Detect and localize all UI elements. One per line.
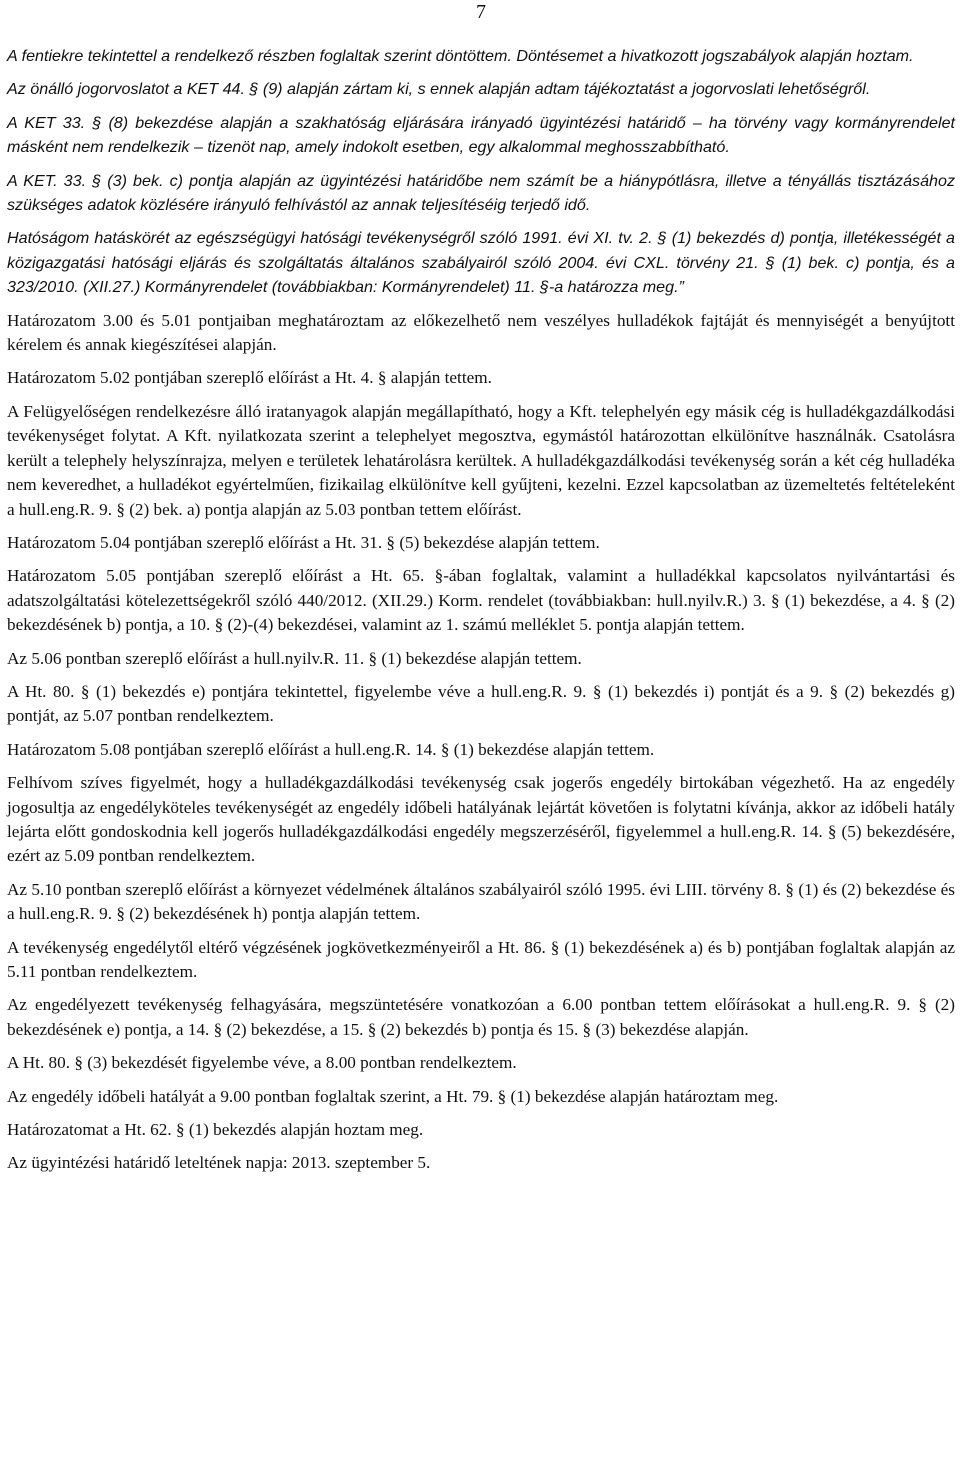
paragraph-site-sharing: A Felügyelőségen rendelkezésre álló iratanyagok alapján megállapítható, hogy a Kft. telephelyén egy másik cég is hulladékgazdálkodási tevékenységet folytat. A Kft. nyilatkozata szerint a telephelyet megosztva, egymástól határozottan elkülönítve használnák. Csatolásra került a telephely helyszínrajza, melyen e területek lehatárolásra kerültek. A hulladékgazdálkodási tevékenység során a két cég hulladéka nem keveredhet, a hulladékot egyértelműen, fizikailag elkülönítve kell gyűjteni, kezelni. Ezzel kapcsolatban az üzemeltetés feltételeként a hull.eng.R. 9. § (2) bek. a) pontja alapján az 5.03 pontban tettem előírást. (7, 401, 955, 519)
paragraph-point-6-00: Az engedélyezett tevékenység felhagyására, megszüntetésére vonatkozóan a 6.00 pontban tettem előírásokat a hull.eng.R. 9. § (2) bekezdésének e) pontja, a 14. § (2) bekezdése, a 15. § (2) bekezdés b) pontja és 15. § (3) bekezdése alapján. (7, 995, 955, 1039)
paragraph-point-8-00: A Ht. 80. § (3) bekezdését figyelembe véve, a 8.00 pontban rendelkeztem. (7, 1053, 517, 1073)
paragraph-appeal-info: Az önálló jogorvoslatot a KET 44. § (9) alapján zártam ki, s ennek alapján adtam tájékoztatást a jogorvoslati lehetőségről. (7, 80, 871, 99)
paragraph-decision-basis: A fentiekre tekintettel a rendelkező részben foglaltak szerint döntöttem. Döntésemet a hivatkozott jogszabályok alapján hoztam. (7, 47, 914, 65)
document-body (7, 44, 955, 1185)
paragraph-ht-62: Határozatomat a Ht. 62. § (1) bekezdés alapján hoztam meg. (7, 1120, 424, 1140)
paragraph-point-5-09: Felhívom szíves figyelmét, hogy a hulladékgazdálkodási tevékenység csak jogerős engedély birtokában végezhető. Ha az engedély jogosultja az engedélyköteles tevékenységét az engedély időbeli hatályának lejártát követően is folytatni kívánja, akkor az időbeli hatály lejárta előtt gondoskodnia kell jogerős hulladékgazdálkodási engedély megszerzéséről, figyelemmel a hull.eng.R. 14. § (5) bekezdésére, ezért az 5.09 pontban rendelkeztem. (7, 773, 955, 866)
paragraph-point-9-00: Az engedély időbeli hatályát a 9.00 pontban foglaltak szerint, a Ht. 79. § (1) bekezdése alapján határoztam meg. (7, 1086, 779, 1106)
paragraph-point-5-08: Határozatom 5.08 pontjában szereplő előírást a hull.eng.R. 14. § (1) bekezdése alapján tettem. (7, 739, 655, 759)
paragraph-point-5-10: Az 5.10 pontban szereplő előírást a környezet védelmének általános szabályairól szóló 1995. évi LIII. törvény 8. § (1) és (2) bekezdése és a hull.eng.R. 9. § (2) bekezdésének h) pontja alapján tettem. (7, 879, 955, 924)
paragraph-point-5-06: Az 5.06 pontban szereplő előírást a hull.nyilv.R. 11. § (1) bekezdése alapján tettem. (7, 648, 582, 668)
paragraph-point-3-5-01: Határozatom 3.00 és 5.01 pontjaiban meghatároztam az előkezelhető nem veszélyes hulladékok fajtáját és mennyiségét a benyújtott kérelem és annak kiegészítései alapján. (7, 310, 955, 355)
paragraph-deadline-date: Az ügyintézési határidő leteltének napja: 2013. szeptember 5. (7, 1153, 431, 1173)
paragraph-point-5-05: Határozatom 5.05 pontjában szereplő előírást a Ht. 65. §-ában foglaltak, valamint a hulladékkal kapcsolatos nyilvántartási és adatszolgáltatási kötelezettségekről szóló 440/2012. (XII.29.) Korm. rendelet (továbbiakban: hull.nyilv.R.) 3. § (1) bekezdése, a 4. § (2) bekezdésének b) pontja, a 10. § (2)-(4) bekezdései, valamint az 1. számú melléklet 5. pontja alapján tettem. (7, 566, 955, 635)
page-number: 7 (476, 1, 486, 23)
paragraph-competence: Hatóságom hatáskörét az egészségügyi hatósági tevékenységről szóló 1991. évi XI. tv. 2. § (1) bekezdés d) pontja, illetékességét a közigazgatási hatósági eljárás és szolgáltatás általános szabályairól szóló 2004. évi CXL. törvény 21. § (1) bek. c) pontja, és a 323/2010. (XII.27.) Kormányrendelet (továbbiakban: Kormányrendelet) 11. §-a határozza meg.” (7, 229, 955, 297)
paragraph-ket-33-3: A KET. 33. § (3) bek. c) pontja alapján az ügyintézési határidőbe nem számít be a hiánypótlásra, illetve a tényállás tisztázásához szükséges adatok közlésére irányuló felhívástól az annak teljesítéséig terjedő idő. (7, 171, 955, 215)
paragraph-point-5-04: Határozatom 5.04 pontjában szereplő előírást a Ht. 31. § (5) bekezdése alapján tettem. (7, 532, 600, 552)
paragraph-point-5-07: A Ht. 80. § (1) bekezdés e) pontjára tekintettel, figyelembe véve a hull.eng.R. 9. § (1) bekezdés i) pontját és a 9. § (2) bekezdés g) pontját, az 5.07 pontban rendelkeztem. (7, 681, 955, 726)
paragraph-point-5-02: Határozatom 5.02 pontjában szereplő előírást a Ht. 4. § alapján tettem. (7, 368, 492, 388)
paragraph-ket-33-8: A KET 33. § (8) bekezdése alapján a szakhatóság eljárására irányadó ügyintézési határidő – ha törvény vagy kormányrendelet másként nem rendelkezik – tizenöt nap, amely indokolt esetben, egy alkalommal meghosszabbítható. (7, 113, 955, 157)
paragraph-point-5-11: A tevékenység engedélytől eltérő végzésének jogkövetkezményeiről a Ht. 86. § (1) bekezdésének a) és b) pontjában foglaltak alapján az 5.11 pontban rendelkeztem. (7, 937, 955, 981)
